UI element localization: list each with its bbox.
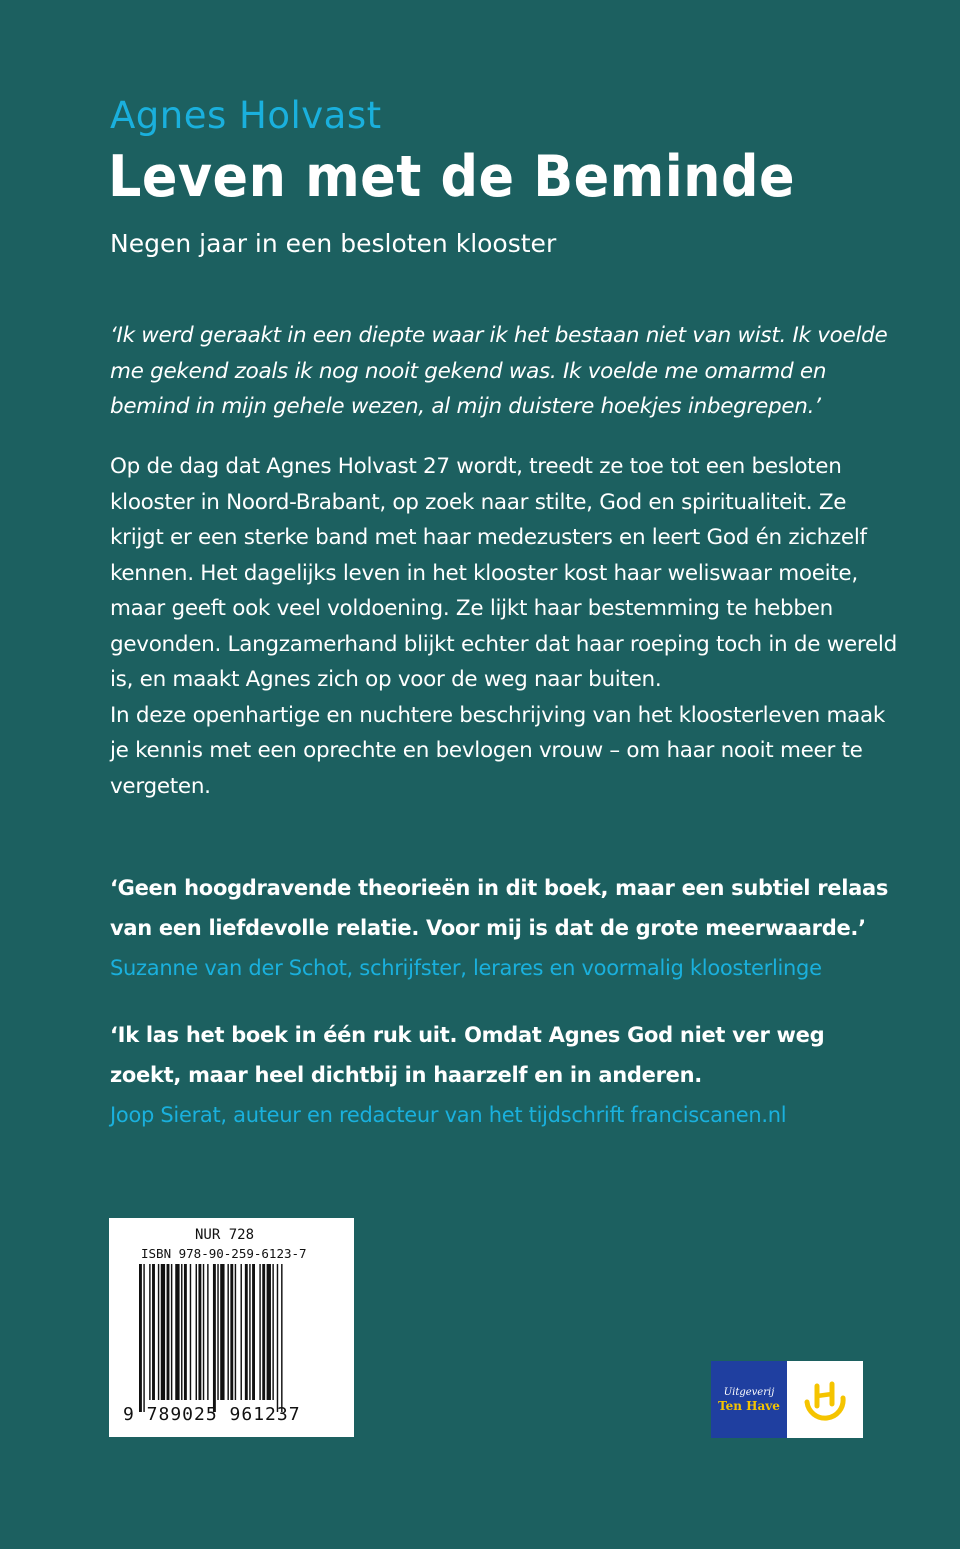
blurb-paragraph: In deze openhartige en nuchtere beschrijving van het kloosterleven maak je kennis met een oprechte en bevlogen vrouw – om haar nooit meer te vergeten.	[110, 702, 885, 799]
review	[110, 1015, 900, 1135]
review-text: ‘Geen hoogdravende theorieën in dit boek, maar een subtiel relaas van een liefdevolle relatie. Voor mij is dat de grote meerwaarde.’	[110, 876, 889, 940]
blurb-paragraph: Op de dag dat Agnes Holvast 27 wordt, treedt ze toe tot een besloten klooster in Noord-Brabant, op zoek naar stilte, God en spiritualiteit. Ze krijgt er een sterke band met haar medezusters en leert God én zichzelf kennen. Het dagelijks leven in het klooster kost haar weliswaar moeite, maar geeft ook veel voldoening. Ze lijkt haar bestemming te hebben gevonden. Langzamerhand blijkt echter dat haar roeping toch in de wereld is, en maakt Agnes zich op voor de weg naar buiten.	[110, 454, 897, 692]
isbn-number: ISBN 978-90-259-6123-7	[141, 1246, 307, 1261]
review-text: ‘Ik las het boek in één ruk uit. Omdat Agnes God niet ver weg zoekt, maar heel dichtbij in haarzelf en in anderen.	[110, 1023, 825, 1087]
nur-code: NUR 728	[195, 1227, 255, 1243]
barcode-box	[109, 1218, 354, 1437]
intro-quote: ‘Ik werd geraakt in een diepte waar ik het bestaan niet van wist. Ik voelde me gekend zoals ik nog nooit gekend was. Ik voelde me omarmd en bemind in mijn gehele wezen, al mijn duistere hoekjes inbegrepen.’	[110, 323, 888, 419]
barcode-icon	[139, 1264, 325, 1412]
review	[110, 868, 900, 988]
book-subtitle: Negen jaar in een besloten klooster	[110, 229, 557, 258]
review-source: Suzanne van der Schot, schrijfster, lerares en voormalig kloosterlinge	[110, 956, 822, 980]
ten-have-h-logo-icon	[797, 1372, 853, 1428]
review-source: Joop Sierat, auteur en redacteur van het tijdschrift franciscanen.nl	[110, 1103, 787, 1127]
publisher-label: Uitgeverij	[723, 1386, 775, 1398]
publisher-logo	[711, 1361, 863, 1438]
blurb	[110, 449, 900, 804]
publisher-name: Ten Have	[718, 1398, 780, 1413]
publisher-name-block	[711, 1361, 787, 1438]
author-name: Agnes Holvast	[110, 94, 382, 137]
book-title: Leven met de Beminde	[108, 144, 796, 210]
barcode-digits: 9 789025 961237	[123, 1404, 301, 1425]
publisher-mark	[787, 1361, 863, 1438]
